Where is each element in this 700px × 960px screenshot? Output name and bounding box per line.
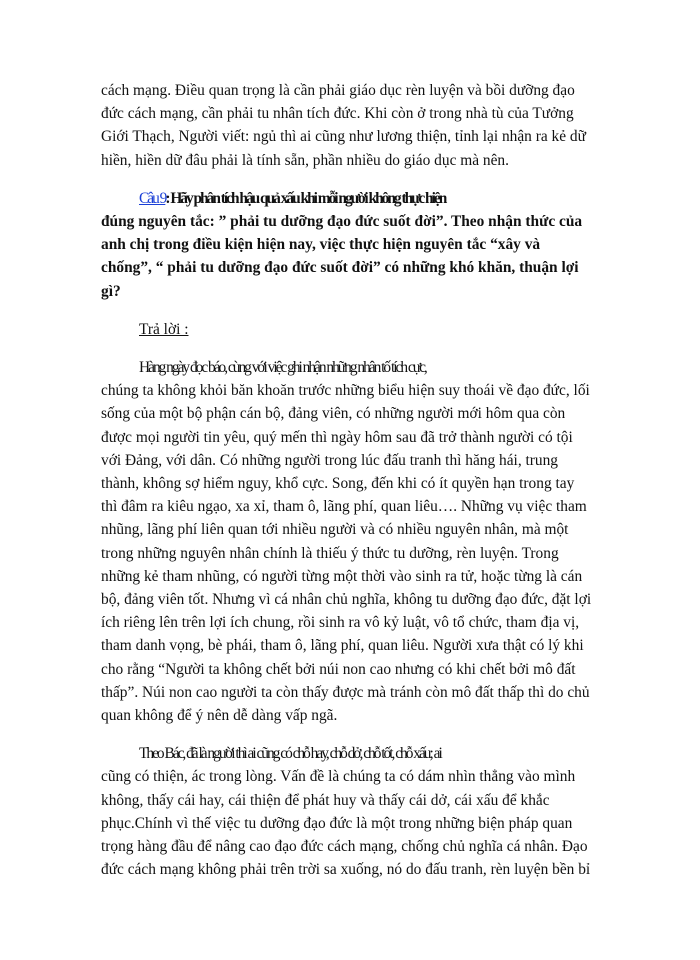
text-line: ích riêng lên trên lợi ích chung, rồi sinh ra vô kỷ luật, vô tổ chức, tham địa vị, (101, 614, 580, 632)
paragraph-answer-1 (101, 356, 613, 727)
text-line: thấp”. Núi non cao người ta còn thấy được mà tránh còn mô đất thấp thì do chủ (101, 683, 590, 701)
text-line: Hàng ngày đọc báo, cùng với việc ghi nhận những nhân tố tích cực, (139, 359, 426, 377)
text-line: chúng ta không khỏi băn khoăn trước những biểu hiện suy thoái về đạo đức, lối (101, 382, 590, 400)
text-line: Giới Thạch, Người viết: ngủ thì ai cũng như lương thiện, tỉnh lại nhận ra kẻ dữ (101, 128, 586, 146)
text-line: cho rằng “Người ta không chết bởi núi non cao nhưng có khi chết bởi mô đất (101, 660, 576, 678)
text-line: chống”, “ phải tu dưỡng đạo đức suốt đời” có những khó khăn, thuận lợi (101, 259, 579, 277)
text-line: đúng nguyên tắc: ” phải tu dưỡng đạo đức suốt đời”. Theo nhận thức của (101, 213, 583, 231)
text-line: trọng hàng đầu để nâng cao đạo đức cách mạng, chống chủ nghĩa cá nhân. Đạo (101, 838, 588, 856)
text-line: phục.Chính vì thế việc tu dưỡng đạo đức là một trong những biện pháp quan (101, 814, 573, 832)
text-line: sống của một bộ phận cán bộ, đảng viên, có những người mới hôm qua còn (101, 405, 566, 423)
text-line: cách mạng. Điều quan trọng là cần phải giáo dục rèn luyện và bồi dưỡng đạo (101, 82, 575, 99)
text-line: đức cách mạng không phải trên trời sa xuống, nó do đấu tranh, rèn luyện bền bỉ (101, 861, 591, 879)
text-line: trong những nguyên nhân chính là thiếu ý thức tu dưỡng, rèn luyện. Trong (101, 544, 559, 562)
text-line: hiền, hiền dữ đâu phải là tính sẵn, phần nhiều do giáo dục mà nên. (101, 151, 509, 169)
text-line: những kẻ tham nhũng, có người từng một thời vào sinh ra tử, hoặc từng là cán (101, 567, 583, 585)
text-line: với Đảng, với dân. Có những người trong lúc đấu tranh thì hăng hái, trung (101, 451, 559, 469)
text-line: thì đâm ra kiêu ngạo, xa xỉ, tham ô, lãng phí, quan liêu…. Những vụ việc tham (101, 498, 587, 516)
text-line: không, thấy cái hay, cái thiện để phát huy và thấy cái dở, cái xấu để khắc (101, 791, 550, 809)
text-line: cũng có thiện, ác trong lòng. Vấn đề là chúng ta có dám nhìn thẳng vào mình (101, 768, 576, 786)
question-first-line (101, 187, 613, 210)
question-9 (101, 187, 613, 303)
paragraph-intro (101, 79, 613, 172)
text-line: bộ, đảng viên tốt. Nhưng vì cá nhân chủ nghĩa, không tu dưỡng đạo đức, đặt lợi (101, 591, 592, 609)
text-line: gì? (101, 282, 121, 300)
text-line: Theo Bác, đã là người thì ai cũng có chỗ hay, chỗ dở, chỗ tốt, chỗ xấu; ai (139, 745, 441, 763)
question-title-text: : Hãy phân tích hậu quả xấu khi mỗi người không thực hiện (165, 189, 446, 207)
text-line: tham danh vọng, bè phái, tham ô, lãng phí, quan liêu. Người xưa thật có lý khi (101, 637, 584, 655)
text-line: được mọi người tin yêu, quý mến thì ngày hôm sau đã trở thành người có tội (101, 428, 573, 446)
question-link[interactable]: Câu 9 (139, 189, 166, 207)
document-page (101, 79, 613, 897)
answer-heading (101, 318, 613, 341)
text-line: thành, không sợ hiểm nguy, khổ cực. Song, đến khi có ít quyền hạn trong tay (101, 475, 575, 493)
paragraph-answer-2 (101, 742, 613, 881)
text-line: nhũng, lãng phí liên quan tới nhiều người và có nhiều nguyên nhân, mà một (101, 521, 569, 539)
text-line: anh chị trong điều kiện hiện nay, việc thực hiện nguyên tắc “xây và (101, 236, 541, 254)
text-line: quan không để ý nên dễ dàng vấp ngã. (101, 707, 338, 725)
answer-label: Trả lời : (139, 320, 189, 338)
text-line: đức cách mạng, cần phải tu nhân tích đức. Khi còn ở trong nhà tù của Tưởng (101, 105, 574, 123)
